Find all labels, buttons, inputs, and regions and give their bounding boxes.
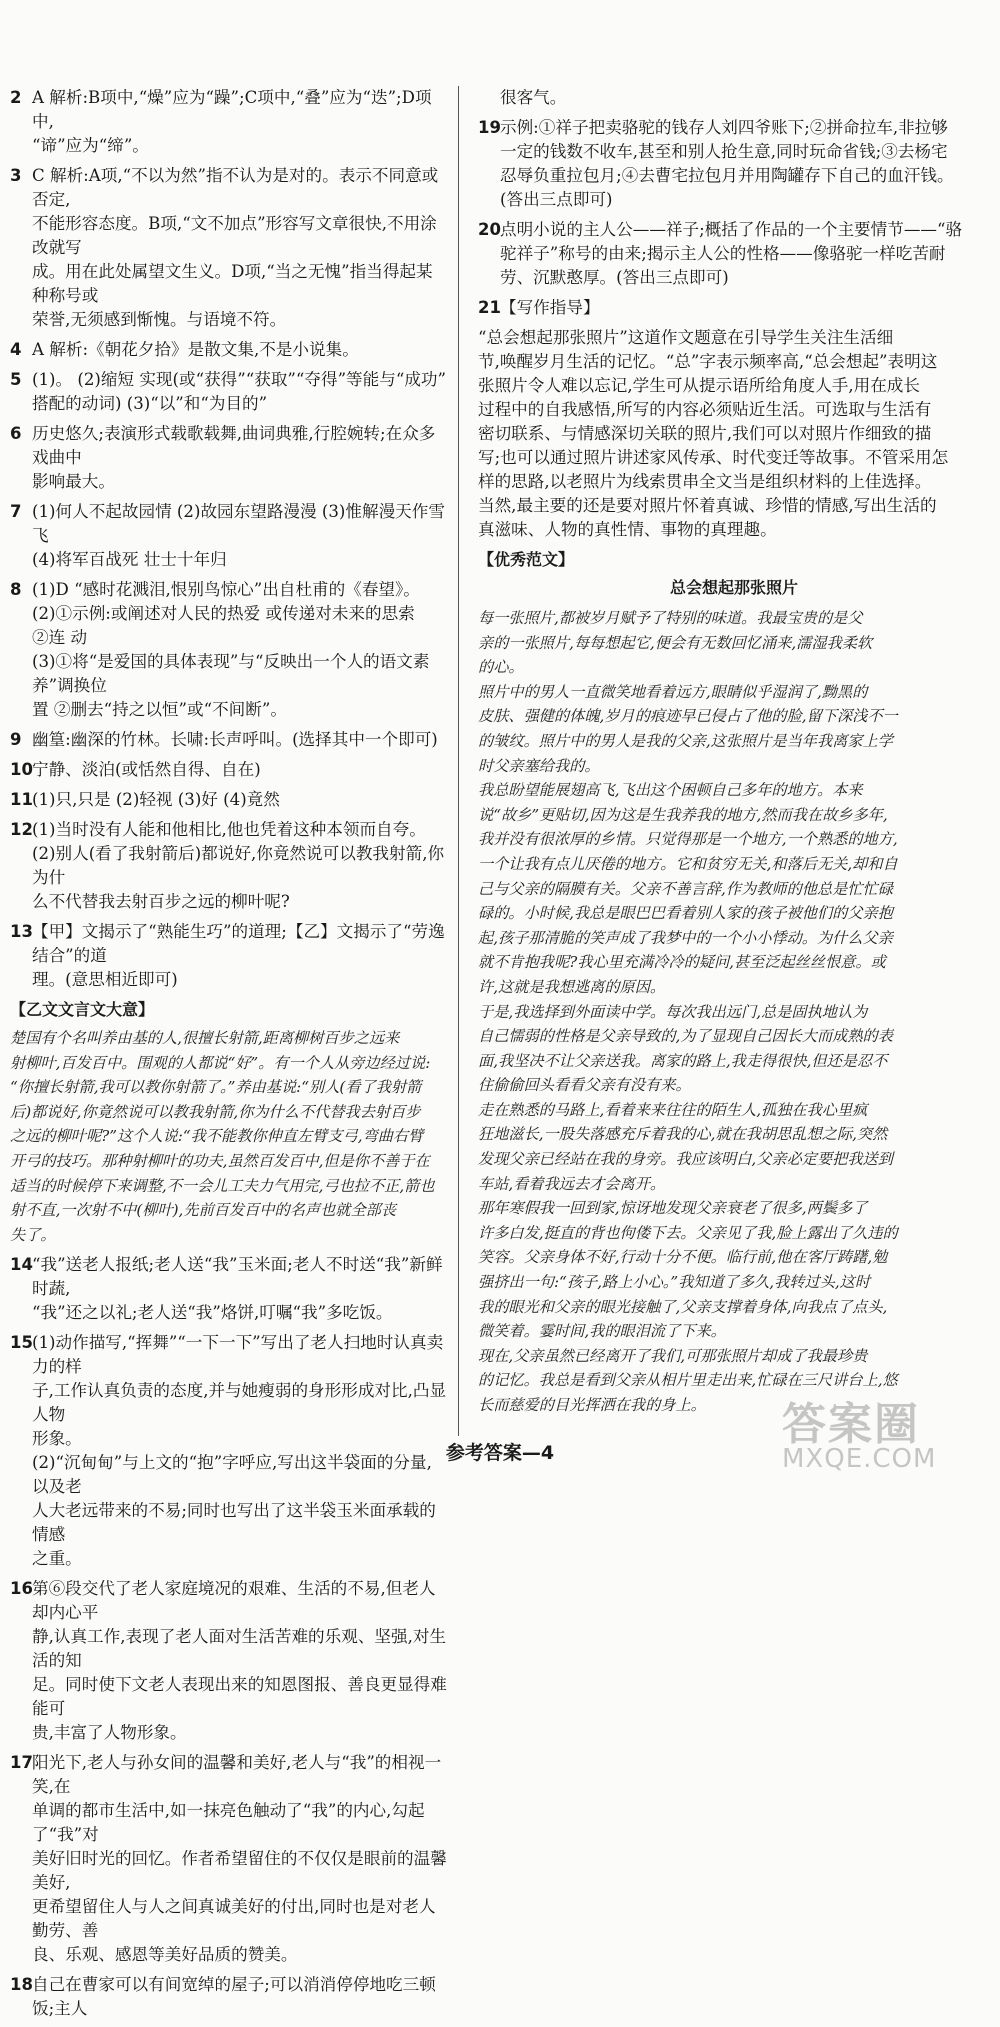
essay-line: 强挤出一句:“孩子,路上小心。”我知道了多久,我转过头,这时 [478, 1273, 871, 1292]
guide-line: 写;也可以通过照片讲述家风传承、时代变迁等故事。不管采用怎 [478, 448, 949, 467]
translation-line: 开弓的技巧。那种射柳叶的功夫,虽然百发百中,但是你不善于在 [10, 1151, 430, 1170]
answer-continuation: 很客气。 [500, 88, 567, 107]
translation-line: 射柳叶,百发百中。围观的人都说“好”。有一个人从旁边经过说: [10, 1053, 431, 1072]
answer-number: 6 [10, 424, 22, 443]
answer-line: C 解析:A项,“不以为然”指不认为是对的。表示不同意或否定, [32, 166, 439, 209]
translation-line: “你擅长射箭,我可以教你射箭了。”养由基说:“别人(看了我射箭 [10, 1078, 422, 1097]
answer-line: 自己在曹家可以有间宽绰的屋子;可以消消停停地吃三顿饭;主人 [32, 1975, 436, 2019]
essay-line: 自己懦弱的性格是父亲导致的,为了显现自己因长大而成熟的表 [478, 1027, 893, 1046]
essay-line: 我总盼望能展翅高飞,飞出这个困顿自己多年的地方。本来 [478, 781, 863, 800]
translation-line: 后)都说好,你竟然说可以教我射箭,你为什么不代替我去射百步 [10, 1102, 421, 1121]
answer-item [10, 338, 448, 362]
answer-line: 美好旧时光的回忆。作者希望留住的不仅仅是眼前的温馨美好, [32, 1849, 447, 1893]
essay-line: 车站,看着我远去才会离开。 [478, 1174, 666, 1193]
page-footer: 参考答案—4 [445, 1442, 555, 1464]
essay-line: 我并没有很浓厚的乡情。只觉得那是一个地方,一个熟悉的地方, [478, 830, 898, 849]
column-divider [458, 86, 459, 1436]
guide-line: 样的思路,以老照片为线索贯串全文当是组织材料的上佳选择。 [478, 472, 932, 491]
answer-number: 10 [10, 760, 33, 779]
answer-line: 劳、沉默憨厚。(答出三点即可) [500, 268, 729, 287]
answer-number: 11 [10, 790, 33, 809]
answer-body [32, 422, 448, 494]
answer-number: 19 [478, 118, 501, 137]
essay-line: 每一张照片,都被岁月赋予了特别的味道。我最宝贵的是父 [478, 609, 863, 627]
guide-line: 真滋味、人物的真性情、事物的真理趣。 [478, 520, 777, 539]
answer-item [10, 578, 448, 722]
answer-line: (答出三点即可) [500, 190, 613, 209]
answer-body [500, 296, 990, 320]
answer-line: 么不代替我去射百步之远的柳叶呢? [32, 892, 290, 911]
answer-number: 5 [10, 370, 22, 389]
answer-item [10, 1253, 448, 1325]
answer-line: 良、乐观、感恩等美好品质的赞美。 [32, 1945, 298, 1965]
answer-body [32, 1973, 448, 2021]
answer-line: 静,认真工作,表现了老人面对生活苦难的乐观、坚强,对生活的知 [32, 1627, 447, 1671]
answer-item [10, 164, 448, 332]
answer-number: 2 [10, 88, 22, 107]
translation-line: 楚国有个名叫养由基的人,很擅长射箭,距离柳树百步之远来 [10, 1029, 400, 1047]
essay-line: 面,我坚决不让父亲送我。离家的路上,我走得很快,但还是忍不 [478, 1051, 888, 1070]
answer-line: 【写作指导】 [500, 298, 600, 317]
guide-line: 密切联系、与情感深切关联的照片,我们可以对照片作细致的描 [478, 424, 932, 443]
essay-line: 就不肯抱我呢?我心里充满冷冷的疑问,甚至泛起丝丝恨意。或 [478, 953, 886, 972]
answer-line: 荣誉,无须感到惭愧。与语境不符。 [32, 310, 287, 329]
answer-line: 子,工作认真负责的态度,并与她瘦弱的身形形成对比,凸显人物 [32, 1381, 447, 1425]
answer-body [32, 368, 448, 416]
answer-line: 足。同时使下文老人表现出来的知恩图报、善良更显得难能可 [32, 1675, 447, 1719]
answer-body [32, 788, 448, 812]
translation-line: 适当的时候停下来调整,不一会儿工夫力气用完,弓也拉不正,箭也 [10, 1176, 435, 1195]
answer-line: “谛”应为“缔”。 [32, 136, 149, 155]
answer-item [10, 368, 448, 416]
guide-line: 当然,最主要的还是要对照片怀着真诚、珍惜的情感,写出生活的 [478, 496, 937, 515]
answer-item [10, 728, 448, 752]
answer-line: 成。用在此处属望文生义。D项,“当之无愧”指当得起某种称号或 [32, 262, 433, 305]
answer-item [10, 1751, 448, 1967]
answer-line: 幽篁:幽深的竹林。长啸:长声呼叫。(选择其中一个即可) [32, 730, 438, 749]
essay-line: 那年寒假我一回到家,惊讶地发现父亲衰老了很多,两鬓多了 [478, 1199, 868, 1218]
essay-title: 总会想起那张照片 [669, 578, 798, 597]
answer-line: (2)“沉甸甸”与上文的“抱”字呼应,写出这半袋面的分量,以及老 [32, 1453, 432, 1497]
answer-line: 历史悠久;表演形式载歌载舞,曲词典雅,行腔婉转;在众多戏曲中 [32, 424, 436, 467]
right-column [478, 86, 990, 1418]
translation-line: 之远的柳叶呢?”这个人说:“我不能教你伸直左臂支弓,弯曲右臂 [10, 1127, 424, 1146]
left-column [10, 86, 448, 2027]
answer-line: 第⑥段交代了老人家庭境况的艰难、生活的不易,但老人却内心平 [32, 1579, 436, 1623]
essay-line: 说“故乡”更贴切,因为这是生我养我的地方,然而我在故乡多年, [478, 805, 888, 824]
answer-item [478, 218, 990, 290]
answer-item [10, 422, 448, 494]
essay-line: 狂地滋长,一股失落感充斥着我的心,就在我胡思乱想之际,突然 [478, 1125, 888, 1144]
answer-body [32, 578, 448, 722]
answer-item [10, 758, 448, 782]
answer-body [32, 1751, 448, 1967]
answer-body [32, 1253, 448, 1325]
answer-line: 一定的钱数不收车,甚至和别人抢生意,同时玩命省钱;③去杨宅 [500, 142, 948, 161]
essay-line: 碌的。小时候,我总是眼巴巴看着别人家的孩子被他们的父亲抱 [478, 904, 893, 923]
answer-line: 置 ②删去“持之以恒”或“不间断”。 [32, 700, 287, 719]
answer-number: 16 [10, 1579, 33, 1599]
essay-line: 现在,父亲虽然已经离开了我们,可那张照片却成了我最珍贵 [478, 1346, 868, 1365]
essay-line: 的心。 [478, 658, 524, 677]
guide-line: 张照片令人难以忘记,学生可从提示语所给角度人手,用在成长 [478, 376, 920, 395]
answer-item [10, 920, 448, 992]
answer-line: ②连 动 [32, 628, 88, 647]
essay-line: 走在熟悉的马路上,看着来来往往的陌生人,孤独在我心里疯 [478, 1100, 868, 1119]
answer-line: (1)何人不起故园情 (2)故园东望路漫漫 (3)惟解漫天作雪飞 [32, 502, 445, 545]
guide-line: “总会想起那张照片”这道作文题意在引导学生关注生活细 [478, 328, 894, 347]
answer-line: (1)只,只是 (2)轻视 (3)好 (4)竟然 [32, 790, 280, 809]
guide-line: 过程中的自我感悟,所写的内容必须贴近生活。可选取与生活有 [478, 400, 932, 419]
translation-line: 失了。 [10, 1225, 56, 1244]
answer-number: 21 [478, 298, 501, 317]
answer-line: 单调的都市生活中,如一抹亮色触动了“我”的内心,勾起了“我”对 [32, 1801, 425, 1845]
answer-line: (1)当时没有人能和他相比,他也凭着这种本领而自夸。 [32, 820, 426, 839]
essay-line: 亲的一张照片,每每想起它,便会有无数回忆涌来,濡湿我柔软 [478, 633, 873, 652]
answer-item [10, 1973, 448, 2021]
answer-line: (2)①示例:或阐述对人民的热爱 或传递对未来的思索 [32, 604, 415, 623]
answer-item [10, 500, 448, 572]
essay-line: 于是,我选择到外面读中学。每次我出远门,总是固执地认为 [478, 1002, 868, 1021]
answer-number: 13 [10, 922, 33, 941]
answer-number: 9 [10, 730, 22, 749]
answer-body [32, 338, 448, 362]
answer-line: A 解析:B项中,“燥”应为“躁”;C项中,“叠”应为“迭”;D项中, [32, 88, 432, 131]
essay-line: 照片中的男人一直微笑地看着远方,眼睛似乎湿润了,黝黑的 [478, 682, 868, 701]
watermark-text: 答案圈 [782, 1399, 920, 1450]
answer-item [10, 818, 448, 914]
answer-line: 更希望留住人与人之间真诚美好的付出,同时也是对老人勤劳、善 [32, 1897, 436, 1941]
essay-line: 起,孩子那清脆的笑声成了我梦中的一个小小悸动。为什么父亲 [478, 928, 893, 947]
answer-line: (1)D “感时花溅泪,恨别鸟惊心”出自杜甫的《春望》。 [32, 580, 420, 599]
answer-body [500, 218, 990, 290]
essay-line: 时父亲塞给我的。 [478, 756, 600, 775]
answer-number: 12 [10, 820, 33, 839]
answer-line: “我”送老人报纸;老人送“我”玉米面;老人不时送“我”新鲜时蔬, [32, 1255, 443, 1299]
answer-line: 【甲】文揭示了“熟能生巧”的道理;【乙】文揭示了“劳逸结合”的道 [32, 922, 445, 965]
guide-line: 节,唤醒岁月生活的记忆。“总”字表示频率高,“总会想起”表明这 [478, 352, 938, 371]
answer-line: “我”还之以礼;老人送“我”烙饼,叮嘱“我”多吃饭。 [32, 1303, 393, 1323]
answer-line: 示例:①祥子把卖骆驼的钱存人刘四爷账下;②拼命拉车,非拉够 [500, 118, 948, 137]
essay-line: 许多白发,挺直的背也佝偻下去。父亲见了我,脸上露出了久违的 [478, 1223, 898, 1242]
answer-line: (1)。 (2)缩短 实现(或“获得”“获取”“夺得”等能与“成功” [32, 370, 446, 389]
answer-number: 20 [478, 220, 501, 239]
writing-guide [478, 326, 990, 542]
essay-line: 住偷偷回头看看父亲有没有来。 [478, 1076, 691, 1095]
answer-line: (3)①将“是爱国的具体表现”与“反映出一个人的语文素养”调换位 [32, 652, 430, 695]
answer-body [32, 758, 448, 782]
watermark-url: MXQE.COM [782, 1444, 937, 1474]
answer-line: 理。(意思相近即可) [32, 970, 178, 989]
answer-line: 驼祥子”称号的由来;揭示主人公的性格——像骆驼一样吃苦耐 [500, 244, 946, 263]
answer-line: 形象。 [32, 1429, 82, 1449]
answer-line: 不能形容态度。B项,“文不加点”形容写文章很快,不用涂改就写 [32, 214, 437, 257]
essay-line: 己与父亲的隔膜有关。父亲不善言辞,作为教师的他总是忙忙碌 [478, 879, 893, 898]
answer-line: 点明小说的主人公——祥子;概括了作品的一个主要情节——“骆 [500, 220, 963, 239]
answer-line: 人大老远带来的不易;同时也写出了这半袋玉米面承载的情感 [32, 1501, 436, 1545]
essay-line: 笑容。父亲身体不好,行动十分不便。临行前,他在客厅踌躇,勉 [478, 1248, 888, 1267]
answer-item [478, 116, 990, 212]
translation-line: 射不直,一次射不中(柳叶),先前百发百中的名声也就全部丧 [10, 1201, 397, 1220]
essay-line: 的记忆。我总是看到父亲从相片里走出来,忙碌在三尺讲台上,悠 [478, 1371, 898, 1390]
answer-number: 14 [10, 1255, 33, 1275]
answer-line: 阳光下,老人与孙女间的温馨和美好,老人与“我”的相视一笑,在 [32, 1753, 442, 1797]
answer-item [10, 86, 448, 158]
answer-number: 15 [10, 1333, 33, 1353]
answer-number: 17 [10, 1753, 33, 1773]
model-essay [478, 606, 990, 1418]
translation-heading: 【乙文文言文大意】 [10, 1000, 155, 1019]
answer-body [32, 920, 448, 992]
essay-line: 皮肤、强健的体魄,岁月的痕迹早已侵占了他的脸,留下深浅不一 [478, 707, 898, 726]
essay-line: 的皱纹。照片中的男人是我的父亲,这张照片是当年我离家上学 [478, 731, 893, 750]
answer-body [32, 164, 448, 332]
answer-body [32, 728, 448, 752]
answer-line: (4)将军百战死 壮士十年归 [32, 550, 227, 569]
essay-line: 我的眼光和父亲的眼光接触了,父亲支撑着身体,向我点了点头, [478, 1297, 888, 1316]
answer-line: A 解析:《朝花夕拾》是散文集,不是小说集。 [32, 340, 359, 359]
essay-line: 许,这就是我想逃离的原因。 [478, 977, 666, 996]
translation-text [10, 1026, 448, 1247]
answer-body [32, 1577, 448, 1745]
answer-body [32, 818, 448, 914]
watermark-logo [782, 1388, 982, 1473]
answer-line: 搭配的动词) (3)“以”和“为目的” [32, 394, 268, 413]
answer-item [478, 296, 990, 320]
answer-number: 18 [10, 1975, 33, 1995]
answer-item [10, 788, 448, 812]
answer-line: 之重。 [32, 1549, 82, 1569]
answer-number: 4 [10, 340, 22, 359]
answer-number: 7 [10, 502, 22, 521]
answer-body [32, 86, 448, 158]
answer-line: (2)别人(看了我射箭后)都说好,你竟然说可以教我射箭,你为什 [32, 844, 445, 887]
essay-line: 一个让我有点儿厌倦的地方。它和贫穷无关,和落后无关,却和自 [478, 854, 898, 873]
answer-line: 宁静、淡泊(或恬然自得、自在) [32, 760, 261, 779]
answer-item [10, 1577, 448, 1745]
answer-line: 贵,丰富了人物形象。 [32, 1723, 187, 1743]
answer-number: 8 [10, 580, 22, 599]
answer-body [500, 116, 990, 212]
answer-line: 影响最大。 [32, 472, 115, 491]
answer-line: 忍辱负重拉包月;④去曹宅拉包月并用陶罐存下自己的血汗钱。 [500, 166, 954, 185]
answer-line: (1)动作描写,“挥舞”“一下一下”写出了老人扫地时认真卖力的样 [32, 1333, 444, 1377]
model-essay-heading: 【优秀范文】 [478, 550, 575, 569]
essay-line: 发现父亲已经站在我的身旁。我应该明白,父亲必定要把我送到 [478, 1150, 893, 1169]
answer-number: 3 [10, 166, 22, 185]
answer-body [32, 500, 448, 572]
essay-line: 长而慈爱的目光挥洒在我的身上。 [478, 1396, 706, 1414]
essay-line: 微笑着。霎时间,我的眼泪流了下来。 [478, 1322, 726, 1341]
